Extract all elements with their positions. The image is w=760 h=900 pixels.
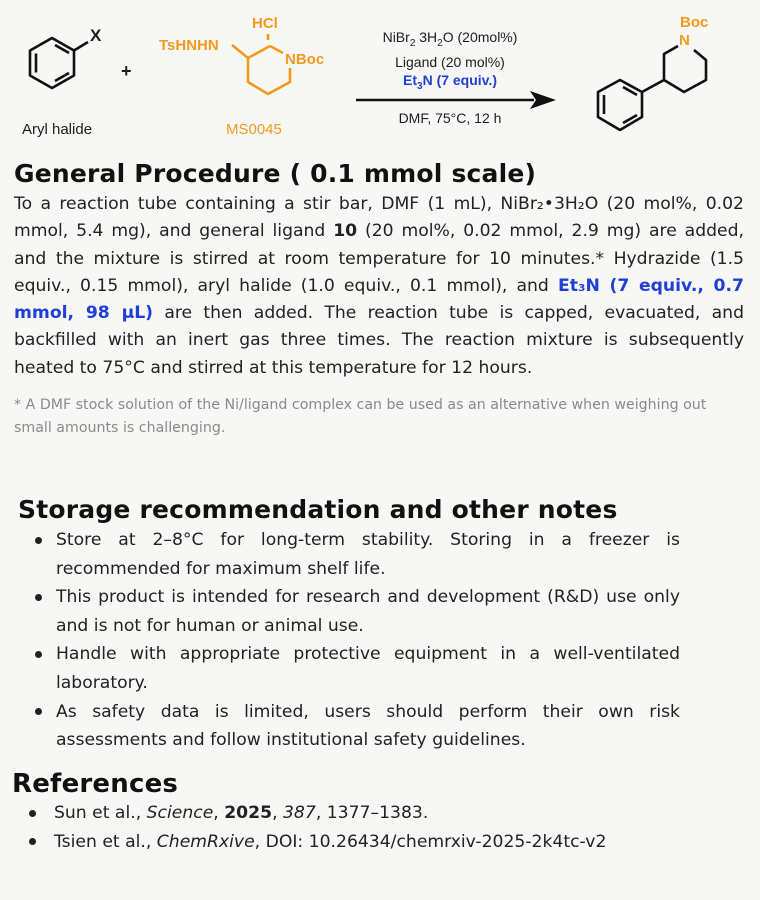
procedure-paragraph: To a reaction tube containing a stir bar, DMF (1 mL), NiBr₂•3H₂O (20 mol%, 0.02 mmol, 5.4 mg), and general ligand 10 (20 mol%, 0.02 mmol, 2.9 mg) are added, and the mixture is stirred at room temperature for 10 minutes.* Hydrazide (1.5 equiv., 0.15 mmol), aryl halide (1.0 equiv., 0.1 mmol), and Et₃N (7 equiv., 0.7 mmol, 98 μL) are then added. The reaction tube is capped, evacuated, and backfilled with an inert gas three times. The reaction mixture is subsequently heated to 75°C and stirred at this temperature for 12 hours. xyxy=(14,194,745,378)
list-item: As safety data is limited, users should perform their own risk assessments and follow institutional safety guidelines. xyxy=(18,698,680,755)
condition-ligand: Ligand (20 mol%) xyxy=(395,53,505,70)
list-item: Store at 2–8°C for long-term stability. Storing in a freezer is recommended for maximum shelf life. xyxy=(18,526,680,583)
et3n-highlight: Et₃N (7 equiv., 0.7 mmol, 98 μL) xyxy=(14,275,745,324)
conditions-below: DMF, 75°C, 12 h xyxy=(398,110,502,126)
nboc-label: NBoc xyxy=(285,51,325,68)
storage-section xyxy=(18,495,680,755)
reference-item-2: Tsien et al., ChemRxive, DOI: 10.26434/chemrxiv-2025-2k4tc-v2 xyxy=(12,828,680,857)
reaction-scheme xyxy=(0,0,760,150)
product-n-label: N xyxy=(679,32,690,49)
procedure-footnote: * A DMF stock solution of the Ni/ligand complex can be used as an alternative when weighing out small amounts is challenging. xyxy=(14,397,707,436)
hydrazide-structure xyxy=(232,34,290,94)
storage-list xyxy=(18,526,680,755)
ms-code-label: MS0045 xyxy=(226,121,282,138)
aryl-halide-label: Aryl halide xyxy=(22,121,93,138)
ligand-number: 10 xyxy=(333,221,358,242)
halide-x-label: X xyxy=(90,26,102,45)
list-item: This product is intended for research and development (R&D) use only and is not for human or animal use. xyxy=(18,583,680,640)
references-list xyxy=(12,799,680,856)
references-title: References xyxy=(12,769,179,799)
reference-item-1: Sun et al., Science, 2025, 387, 1377–1383. xyxy=(12,799,680,828)
references-section xyxy=(12,769,680,856)
product-structure xyxy=(598,46,706,130)
hcl-label: HCl xyxy=(252,15,278,32)
conditions-above xyxy=(360,28,540,96)
list-item: Handle with appropriate protective equipment in a well-ventilated laboratory. xyxy=(18,640,680,697)
condition-base: $Et_3N$ (7 equiv.) xyxy=(403,71,497,92)
general-procedure-title: General Procedure ( 0.1 mmol scale) xyxy=(14,159,537,188)
condition-nickel: NiBr$_2$ $3H_2O$ (20mol%) xyxy=(382,29,518,49)
aryl-halide-structure xyxy=(30,38,88,88)
storage-title: Storage recommendation and other notes xyxy=(18,495,618,524)
product-boc-label: Boc xyxy=(680,14,709,31)
plus-sign: + xyxy=(121,61,132,81)
tshnhn-label: TsHNHN xyxy=(159,37,219,54)
general-procedure-section xyxy=(14,159,744,439)
